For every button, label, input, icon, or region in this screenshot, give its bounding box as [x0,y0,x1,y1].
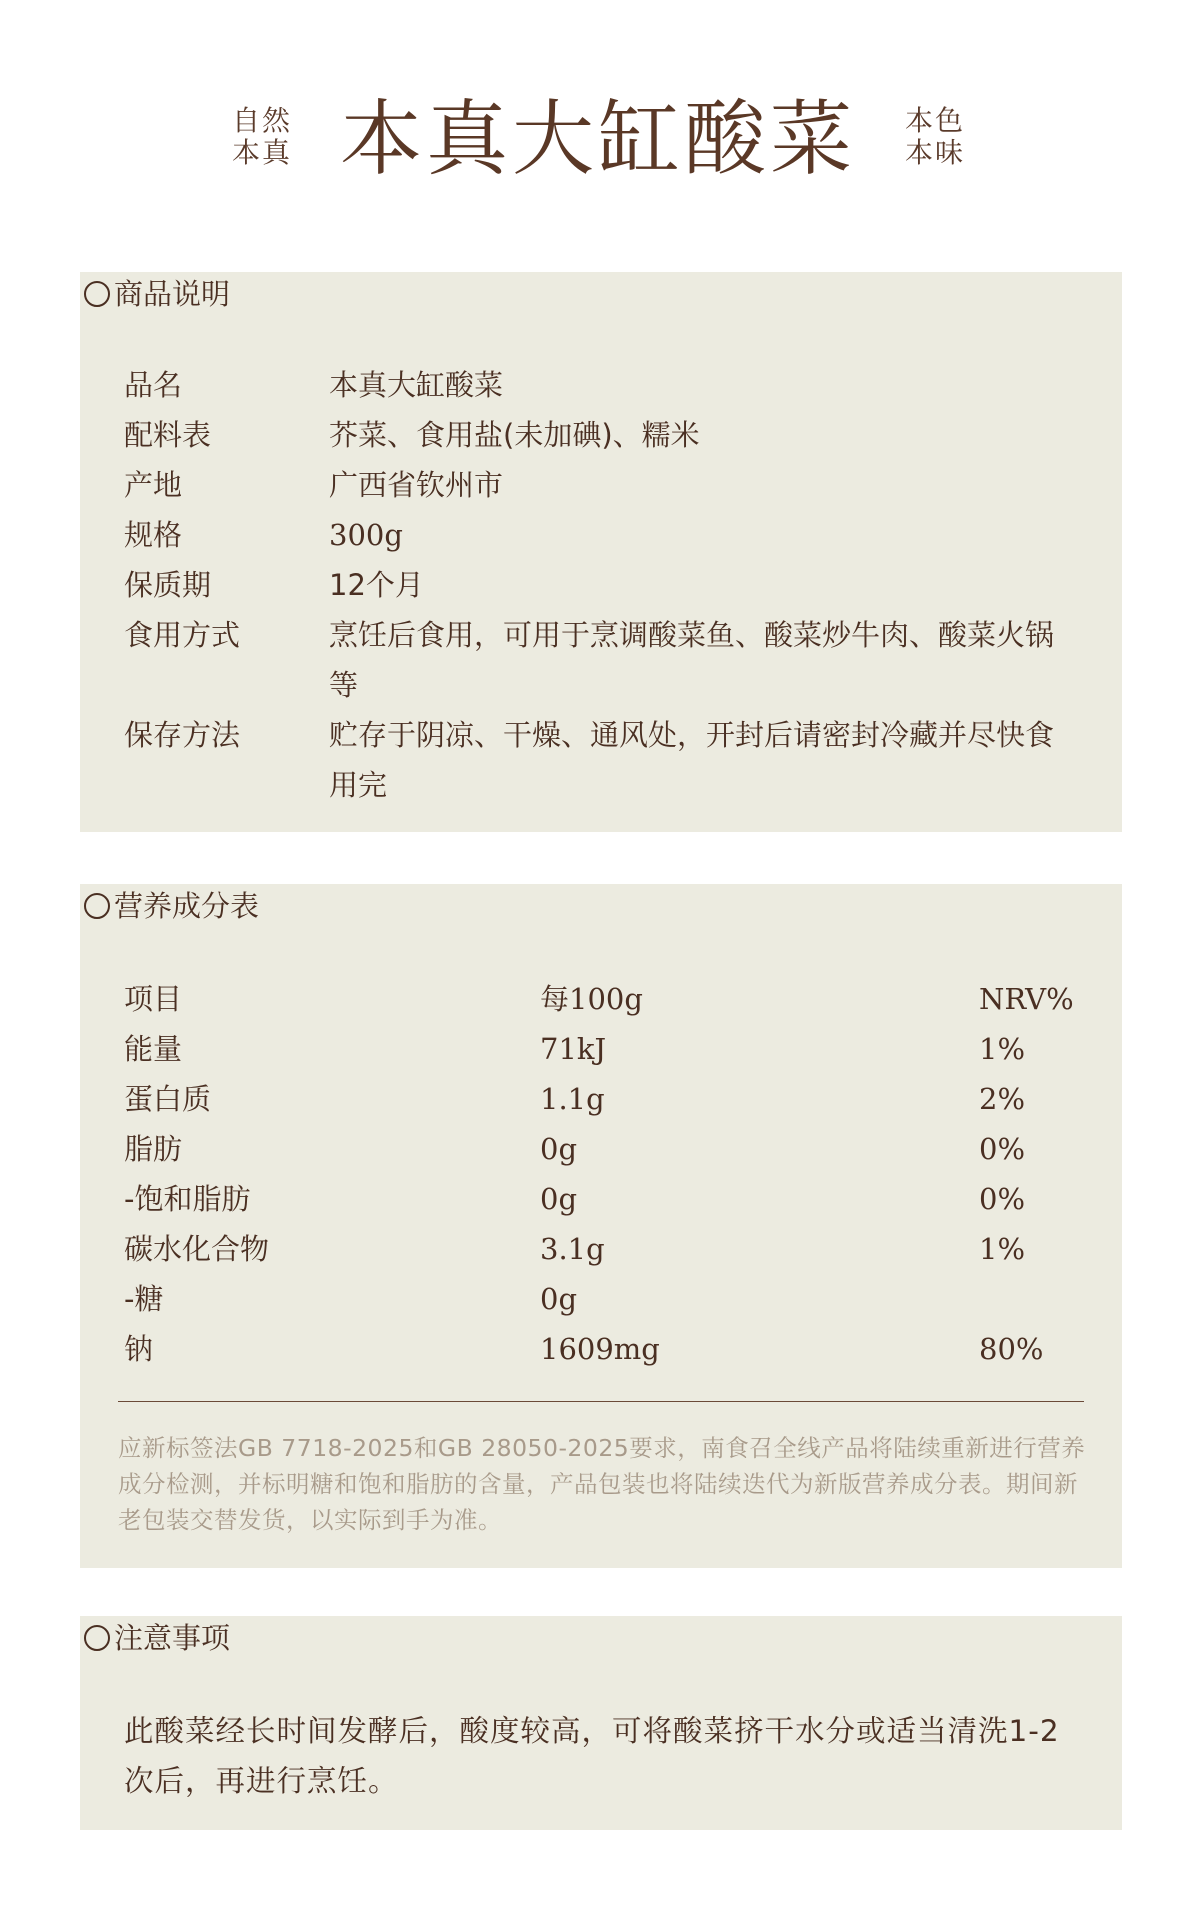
nutrient-nrv: 0% [979,1132,1026,1166]
info-label: 保存方法 [124,718,241,752]
info-label: 配料表 [124,418,212,452]
column-header-item: 项目 [124,982,183,1016]
nutrient-name: 脂肪 [124,1132,183,1166]
page-header [0,92,1200,187]
product-info-title: 商品说明 [114,277,231,311]
nutrient-name: 蛋白质 [124,1082,212,1116]
info-value: 贮存于阴凉、干燥、通风处，开封后请密封冷藏并尽快食用完 [329,718,1055,802]
nutrient-nrv: 2% [979,1082,1026,1116]
product-info-panel [80,272,1122,832]
nutrient-amount: 1.1g [540,1082,605,1116]
product-info-heading [84,276,230,312]
info-value: 本真大缸酸菜 [329,368,504,402]
nutrient-name: 能量 [124,1032,183,1066]
notice-panel [80,1616,1122,1830]
info-value: 300g [329,518,403,552]
info-label: 保质期 [124,568,212,602]
nutrient-amount: 1609mg [540,1332,660,1366]
slogan-left-line-2: 本真 [232,136,293,169]
table-row [124,1324,1084,1374]
nutrient-name: 碳水化合物 [124,1232,270,1266]
info-label: 品名 [124,368,183,402]
table-row [124,1274,1084,1324]
info-value: 12个月 [329,568,424,602]
nutrient-name: 钠 [124,1332,154,1366]
nutrition-title: 营养成分表 [114,889,260,923]
notice-text: 此酸菜经长时间发酵后，酸度较高，可将酸菜挤干水分或适当清洗1-2次后，再进行烹饪。 [124,1714,1060,1798]
nutrition-divider [118,1401,1084,1402]
nutrient-name: -饱和脂肪 [124,1182,251,1216]
column-header-nrv: NRV% [979,982,1074,1016]
slogan-right-line-1: 本色 [905,104,966,137]
nutrient-nrv: 1% [979,1232,1026,1266]
table-row [124,1174,1084,1224]
info-label: 产地 [124,468,183,502]
slogan-right [905,105,965,169]
circle-bullet-icon [84,893,110,919]
page-title: 本真大缸酸菜 [340,92,857,187]
nutrient-nrv: 80% [979,1332,1044,1366]
circle-bullet-icon [84,281,110,307]
table-row [124,1224,1084,1274]
info-row-usage [124,610,1084,710]
nutrition-heading [84,888,259,924]
table-row [124,1124,1084,1174]
nutrition-header-row [124,974,1084,1024]
info-value: 芥菜、食用盐(未加碘)、糯米 [329,418,700,452]
info-label: 规格 [124,518,183,552]
circle-bullet-icon [84,1625,110,1651]
info-row-storage [124,710,1084,810]
nutrient-amount: 0g [540,1282,578,1316]
nutrient-amount: 0g [540,1132,578,1166]
info-label: 食用方式 [124,618,241,652]
info-value: 烹饪后食用，可用于烹调酸菜鱼、酸菜炒牛肉、酸菜火锅等 [329,618,1055,702]
column-header-per100: 每100g [540,982,643,1016]
table-row [124,1074,1084,1124]
nutrient-amount: 71kJ [540,1032,607,1066]
nutrition-panel [80,884,1122,1568]
nutrient-amount: 0g [540,1182,578,1216]
nutrient-amount: 3.1g [540,1232,605,1266]
notice-title: 注意事项 [114,1621,231,1655]
nutrient-name: -糖 [124,1282,164,1316]
slogan-left [232,105,292,169]
nutrient-nrv: 1% [979,1032,1026,1066]
nutrition-note: 应新标签法GB 7718-2025和GB 28050-2025要求，南食召全线产品将陆续重新进行营养成分检测，并标明糖和饱和脂肪的含量，产品包装也将陆续迭代为新版营养成分表。期间新老包装交替发货，以实际到手为准。 [118,1434,1086,1534]
slogan-right-line-2: 本味 [905,136,966,169]
info-value: 广西省钦州市 [329,468,504,502]
table-row [124,1024,1084,1074]
slogan-left-line-1: 自然 [232,104,293,137]
nutrient-nrv: 0% [979,1182,1026,1216]
notice-heading [84,1620,230,1656]
